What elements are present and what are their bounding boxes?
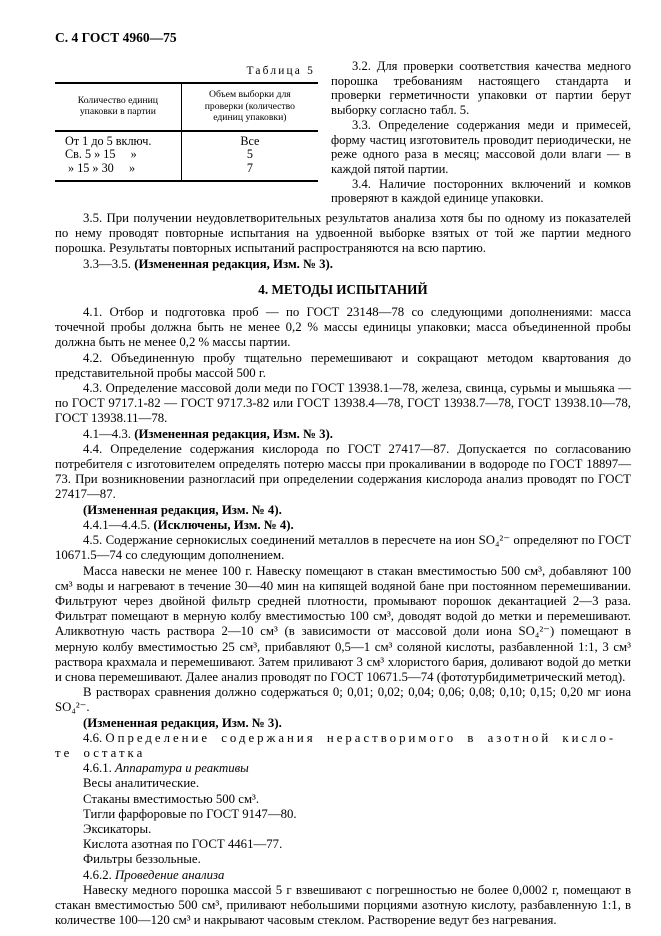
amendment-4-1-4-3	[55, 427, 631, 442]
amendment-3-3-3-5	[55, 257, 631, 272]
document-body	[55, 211, 631, 928]
table-row	[55, 162, 318, 181]
top-section	[55, 59, 631, 206]
column-header-package-units: Количество единиц упаковки в партии	[55, 83, 181, 131]
amendment-ref: 4.1—4.3.	[83, 426, 131, 441]
table-row	[55, 148, 318, 161]
table-caption: Таблица 5	[246, 65, 315, 77]
cell-sample: 5	[246, 147, 253, 162]
amendment-4-5	[55, 716, 631, 731]
clause-number: 4.6.	[83, 730, 103, 745]
amendment-ref: 3.3—3.5.	[83, 256, 131, 271]
clause-title: Аппаратура и реактивы	[115, 761, 249, 776]
amendment-note: (Измененная редакция, Изм. № 3).	[83, 715, 282, 730]
amendment-note: (Исключены, Изм. № 4).	[153, 517, 294, 532]
paragraph-4-6-2-text: Навеску медного порошка массой 5 г взвешивают с погрешностью не более 0,0002 г, помещают в стакан вместимостью 500 см³, приливают небольшими порциями азотную кислоту, разбавленную 1:1, в количестве 100—120 см³ и накрывают часовым стеклом. Растворение ведут без нагревания.	[55, 882, 631, 928]
cell-range: » 15 » 30 »	[55, 162, 181, 181]
clause-title-line-2: те остатка	[55, 745, 146, 760]
cell-sample: Все	[240, 133, 260, 148]
paragraph-4-5-procedure: Масса навески не менее 100 г. Навеску помещают в стакан вместимостью 500 см³, добавляют 100 см³ воды и нагревают в течение 30—40 мин на кипящей водяной бане при постоянном перемешивании. Фильтруют через двойной фильтр средней плотности, промывают порошок декантацией 2—3 раза. Фильтрат помещают в мерную колбу вместимостью 100 см³, доводят водой до метки и перемешивают. Аликвотную часть раствора 2—10 см³ (в зависимости от массовой доли иона SO₄²⁻) помещают в мерную колбу вместимостью 25 см³, прибавляют 0,5—1 см³ соляной кислоты, разбавленной 1:1, 3 см³ раствора крахмала и перемешивают. Затем приливают 3 см³ хлористого бария, доливают водой до метки и снова перемешивают. Далее анализ проводят по ГОСТ 10671.5—74 (фототурбидиметрический метод).	[55, 563, 631, 684]
paragraph-4-2: 4.2. Объединенную пробу тщательно перемешивают и сокращают методом квартования до представительной пробы массой 500 г.	[55, 350, 631, 380]
cell-range: Св. 5 » 15 »	[55, 148, 181, 161]
equipment-item: Эксикаторы.	[83, 821, 152, 836]
equipment-item: Стаканы вместимостью 500 см³.	[83, 791, 260, 806]
equipment-item: Фильтры беззольные.	[83, 852, 201, 867]
equipment-item: Кислота азотная по ГОСТ 4461—77.	[83, 837, 283, 852]
paragraph-4-4: 4.4. Определение содержания кислорода по ГОСТ 27417—87. Допускается по согласованию потребителя с изготовителем определять потерю массы при прокаливании в водороде по ГОСТ 18897—73. При возникновении разногласий при определении содержания кислорода анализ проводят по ГОСТ 27417—87.	[55, 441, 631, 502]
table-area	[55, 59, 318, 182]
table-header-row	[55, 83, 318, 131]
section-heading-test-methods: 4. МЕТОДЫ ИСПЫТАНИЙ	[258, 281, 428, 297]
paragraph-4-3: 4.3. Определение массовой доли меди по ГОСТ 13938.1—78, железа, свинца, сурьмы и мышьяка — по ГОСТ 9717.1-82 — ГОСТ 9717.3-82 или ГОСТ 13938.4—78, ГОСТ 13938.7—78, ГОСТ 13938.10—78, ГОСТ 13938.11—78.	[55, 381, 631, 426]
paragraph-3-4: 3.4. Наличие посторонних включений и комков проверяют в каждой единице упаковки.	[331, 176, 631, 206]
cell-sample: 7	[246, 160, 253, 175]
amendment-note: (Измененная редакция, Изм. № 4).	[83, 502, 282, 517]
equipment-item: Весы аналитические.	[83, 776, 200, 791]
equipment-item: Тигли фарфоровые по ГОСТ 9147—80.	[83, 806, 297, 821]
column-header-sample-volume: Объем выборки для проверки (количество единиц упаковки)	[181, 83, 318, 131]
amendment-ref: 4.4.1—4.4.5.	[83, 517, 151, 532]
clause-title: Проведение анализа	[115, 867, 225, 882]
acceptance-column	[331, 59, 631, 206]
paragraph-4-5-reference-solutions: В растворах сравнения должно содержаться 0; 0,01; 0,02; 0,04; 0,06; 0,08; 0,10; 0,15; 0,20 мг иона SO₄²⁻.	[55, 685, 631, 715]
paragraph-4-6-2	[55, 868, 631, 883]
paragraph-4-6-heading	[55, 731, 631, 761]
clause-number: 4.6.2.	[83, 867, 112, 882]
paragraph-3-3: 3.3. Определение содержания меди и примесей, форму частиц изготовитель проводит периодически, не реже одного раза в месяц; массовой доли влаги — в каждой пятой партии.	[331, 117, 631, 176]
paragraph-4-1: 4.1. Отбор и подготовка проб — по ГОСТ 23148—78 со следующими дополнениями: масса точечной пробы должна быть не менее 0,2 % массы единицы упаковки; масса объединенной пробы должна быть не менее 0,2 % массы партии.	[55, 305, 631, 350]
paragraph-4-6-1	[55, 761, 631, 776]
sampling-table	[55, 82, 318, 182]
paragraph-3-2: 3.2. Для проверки соответствия качества медного порошка требованиям настоящего стандарта и проверки герметичности упаковки от партии берут выборку согласно табл. 5.	[331, 59, 631, 118]
amendment-4-4-1-4-4-5	[55, 518, 631, 533]
amendment-note: (Измененная редакция, Изм. № 3).	[134, 256, 333, 271]
paragraph-4-5: 4.5. Содержание сернокислых соединений металлов в пересчете на ион SO₄²⁻ определяют по ГОСТ 10671.5—74 со следующим дополнением.	[55, 533, 631, 563]
clause-title-line-1: Определение содержания нерастворимого в азотной кисло-	[105, 730, 617, 745]
table-row	[55, 131, 318, 148]
amendment-4-4	[55, 503, 631, 518]
amendment-note: (Измененная редакция, Изм. № 3).	[134, 426, 333, 441]
page-header: С. 4 ГОСТ 4960—75	[55, 30, 177, 45]
clause-number: 4.6.1.	[83, 761, 112, 776]
cell-range: От 1 до 5 включ.	[55, 131, 181, 148]
paragraph-3-5: 3.5. При получении неудовлетворительных результатов анализа хотя бы по одному из показателей по нему проводят повторные испытания на удвоенной выборке взятых от той же партии медного порошка. Результаты повторных испытаний распространяются на всю партию.	[55, 211, 631, 256]
